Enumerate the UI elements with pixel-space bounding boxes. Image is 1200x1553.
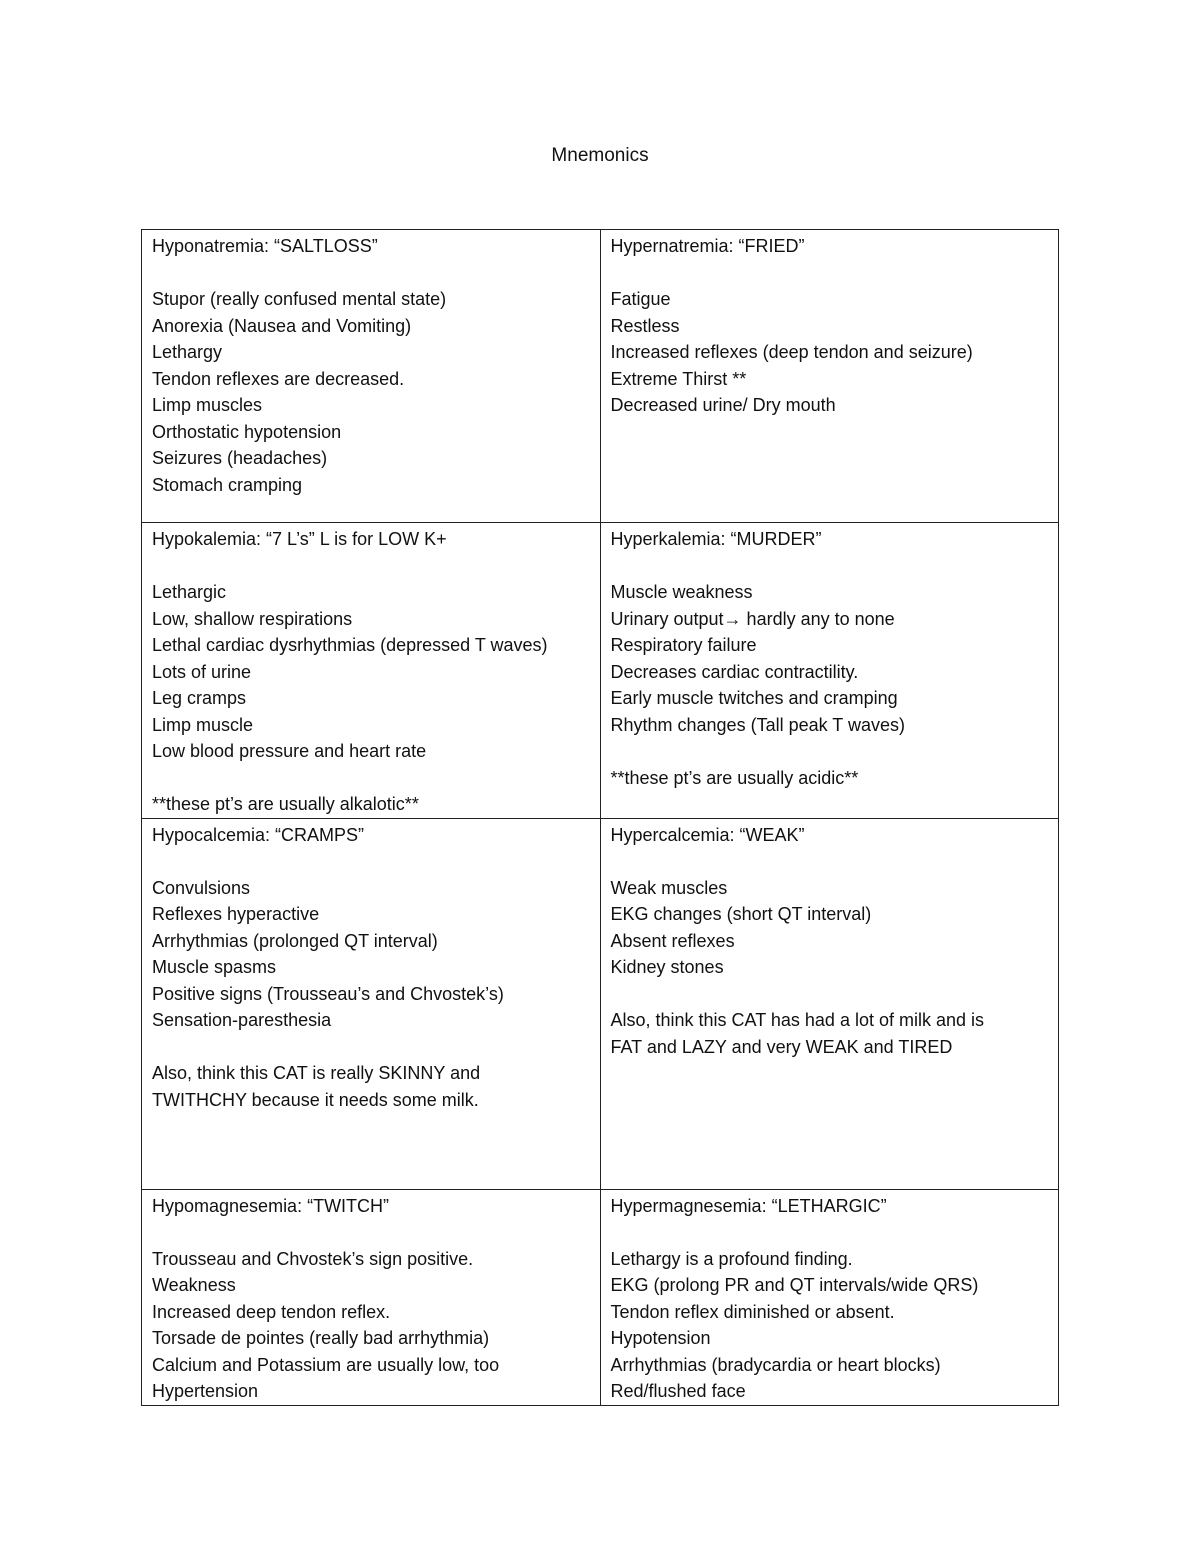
mnemonic-item: Reflexes hyperactive xyxy=(152,904,320,924)
mnemonic-item: Respiratory failure xyxy=(610,635,757,655)
mnemonic-item: EKG (prolong PR and QT intervals/wide QRS) xyxy=(610,1275,979,1295)
mnemonic-item: Lethargic xyxy=(152,582,227,602)
mnemonic-cell xyxy=(142,1189,601,1405)
spacer xyxy=(152,765,590,792)
mnemonic-cell xyxy=(600,818,1059,1189)
mnemonic-item: Trousseau and Chvostek’s sign positive. xyxy=(152,1248,474,1269)
mnemonic-title: Hypomagnesemia: “TWITCH” xyxy=(152,1195,390,1216)
mnemonic-item: Absent reflexes xyxy=(610,930,735,951)
spacer xyxy=(611,981,1049,1008)
mnemonic-title: Hypercalcemia: “WEAK” xyxy=(610,824,805,845)
mnemonic-item: Rhythm changes (Tall peak T waves) xyxy=(610,714,905,735)
mnemonic-cell xyxy=(142,818,601,1189)
mnemonic-item: Anorexia (Nausea and Vomiting) xyxy=(152,315,412,336)
mnemonic-item: Extreme Thirst ** xyxy=(610,368,747,389)
mnemonics-table-body xyxy=(142,230,1059,1406)
mnemonic-cell xyxy=(600,230,1059,523)
mnemonic-item: Lethal cardiac dysrhythmias (depressed T waves) xyxy=(152,635,548,655)
mnemonic-item: Leg cramps xyxy=(152,688,247,708)
page-title: Mnemonics xyxy=(551,145,649,166)
mnemonic-item: Hypotension xyxy=(610,1328,711,1348)
mnemonic-item: Tendon reflexes are decreased. xyxy=(152,368,405,389)
mnemonic-title: Hypocalcemia: “CRAMPS” xyxy=(152,824,365,845)
spacer xyxy=(152,1034,590,1061)
mnemonic-item: Limp muscle xyxy=(152,714,254,735)
mnemonic-note: Also, think this CAT is really SKINNY and TWITHCHY because it needs some milk. xyxy=(152,1063,481,1110)
table-row xyxy=(142,523,1059,819)
mnemonic-note: Also, think this CAT has had a lot of milk and is FAT and LAZY and very WEAK and TIRED xyxy=(610,1010,985,1057)
mnemonic-item: Seizures (headaches) xyxy=(152,448,328,468)
mnemonic-item: Positive signs (Trousseau’s and Chvostek’s) xyxy=(152,983,504,1004)
spacer xyxy=(611,260,1049,287)
mnemonic-item: Low, shallow respirations xyxy=(152,608,353,629)
mnemonic-title: Hypernatremia: “FRIED” xyxy=(610,236,805,256)
mnemonic-item: Weakness xyxy=(152,1275,236,1295)
spacer xyxy=(152,848,590,875)
mnemonic-item: Torsade de pointes (really bad arrhythmia) xyxy=(152,1328,490,1348)
mnemonic-title: Hypermagnesemia: “LETHARGIC” xyxy=(610,1195,887,1216)
mnemonic-item: Calcium and Potassium are usually low, too xyxy=(152,1354,500,1375)
mnemonic-item: Decreases cardiac contractility. xyxy=(610,661,859,682)
mnemonic-item: Fatigue xyxy=(610,289,671,309)
mnemonic-item: Red/flushed face xyxy=(610,1381,746,1401)
mnemonic-item: Arrhythmias (bradycardia or heart blocks) xyxy=(610,1354,941,1375)
table-row xyxy=(142,230,1059,523)
mnemonics-table xyxy=(141,229,1059,1406)
table-row xyxy=(142,1189,1059,1405)
mnemonic-item: Orthostatic hypotension xyxy=(152,421,342,442)
spacer xyxy=(611,1219,1049,1246)
mnemonic-item: Muscle spasms xyxy=(152,957,277,977)
spacer xyxy=(152,260,590,287)
mnemonic-item: Stomach cramping xyxy=(152,474,303,495)
mnemonic-note: **these pt’s are usually acidic** xyxy=(610,767,859,788)
mnemonic-title: Hyponatremia: “SALTLOSS” xyxy=(152,236,378,256)
mnemonic-item: Lots of urine xyxy=(152,661,252,682)
spacer xyxy=(611,848,1049,875)
table-row xyxy=(142,818,1059,1189)
mnemonic-item: Lethargy xyxy=(152,342,223,362)
mnemonic-item: Muscle weakness xyxy=(610,582,753,602)
mnemonic-cell xyxy=(142,523,601,819)
spacer xyxy=(611,738,1049,765)
mnemonic-item: Stupor (really confused mental state) xyxy=(152,289,447,309)
mnemonic-note: **these pt’s are usually alkalotic** xyxy=(152,794,419,814)
mnemonic-item: Restless xyxy=(610,315,680,336)
mnemonic-cell xyxy=(600,523,1059,819)
mnemonic-title: Hypokalemia: “7 L’s” L is for LOW K+ xyxy=(152,529,447,549)
spacer xyxy=(611,553,1049,580)
mnemonic-item: Hypertension xyxy=(152,1381,259,1401)
mnemonic-item: Convulsions xyxy=(152,877,251,898)
mnemonic-item: Increased deep tendon reflex. xyxy=(152,1301,391,1322)
spacer xyxy=(152,1219,590,1246)
mnemonic-item: Arrhythmias (prolonged QT interval) xyxy=(152,930,438,951)
mnemonic-item: Tendon reflex diminished or absent. xyxy=(610,1301,895,1322)
mnemonic-title: Hyperkalemia: “MURDER” xyxy=(610,529,822,549)
mnemonic-item: Weak muscles xyxy=(610,877,728,898)
mnemonic-item: Sensation-paresthesia xyxy=(152,1010,332,1030)
mnemonic-item: Kidney stones xyxy=(610,957,724,977)
mnemonic-item: Increased reflexes (deep tendon and seizure) xyxy=(610,342,973,362)
mnemonic-cell xyxy=(600,1189,1059,1405)
mnemonic-item: Early muscle twitches and cramping xyxy=(610,688,898,708)
mnemonic-item: Decreased urine/ Dry mouth xyxy=(610,395,836,415)
spacer xyxy=(152,553,590,580)
mnemonic-item: Low blood pressure and heart rate xyxy=(152,741,427,761)
mnemonic-cell xyxy=(142,230,601,523)
mnemonic-item: EKG changes (short QT interval) xyxy=(610,904,872,924)
mnemonic-item: Lethargy is a profound finding. xyxy=(610,1248,853,1269)
mnemonic-item: Limp muscles xyxy=(152,395,263,415)
mnemonic-item: Urinary output→ hardly any to none xyxy=(610,608,895,629)
